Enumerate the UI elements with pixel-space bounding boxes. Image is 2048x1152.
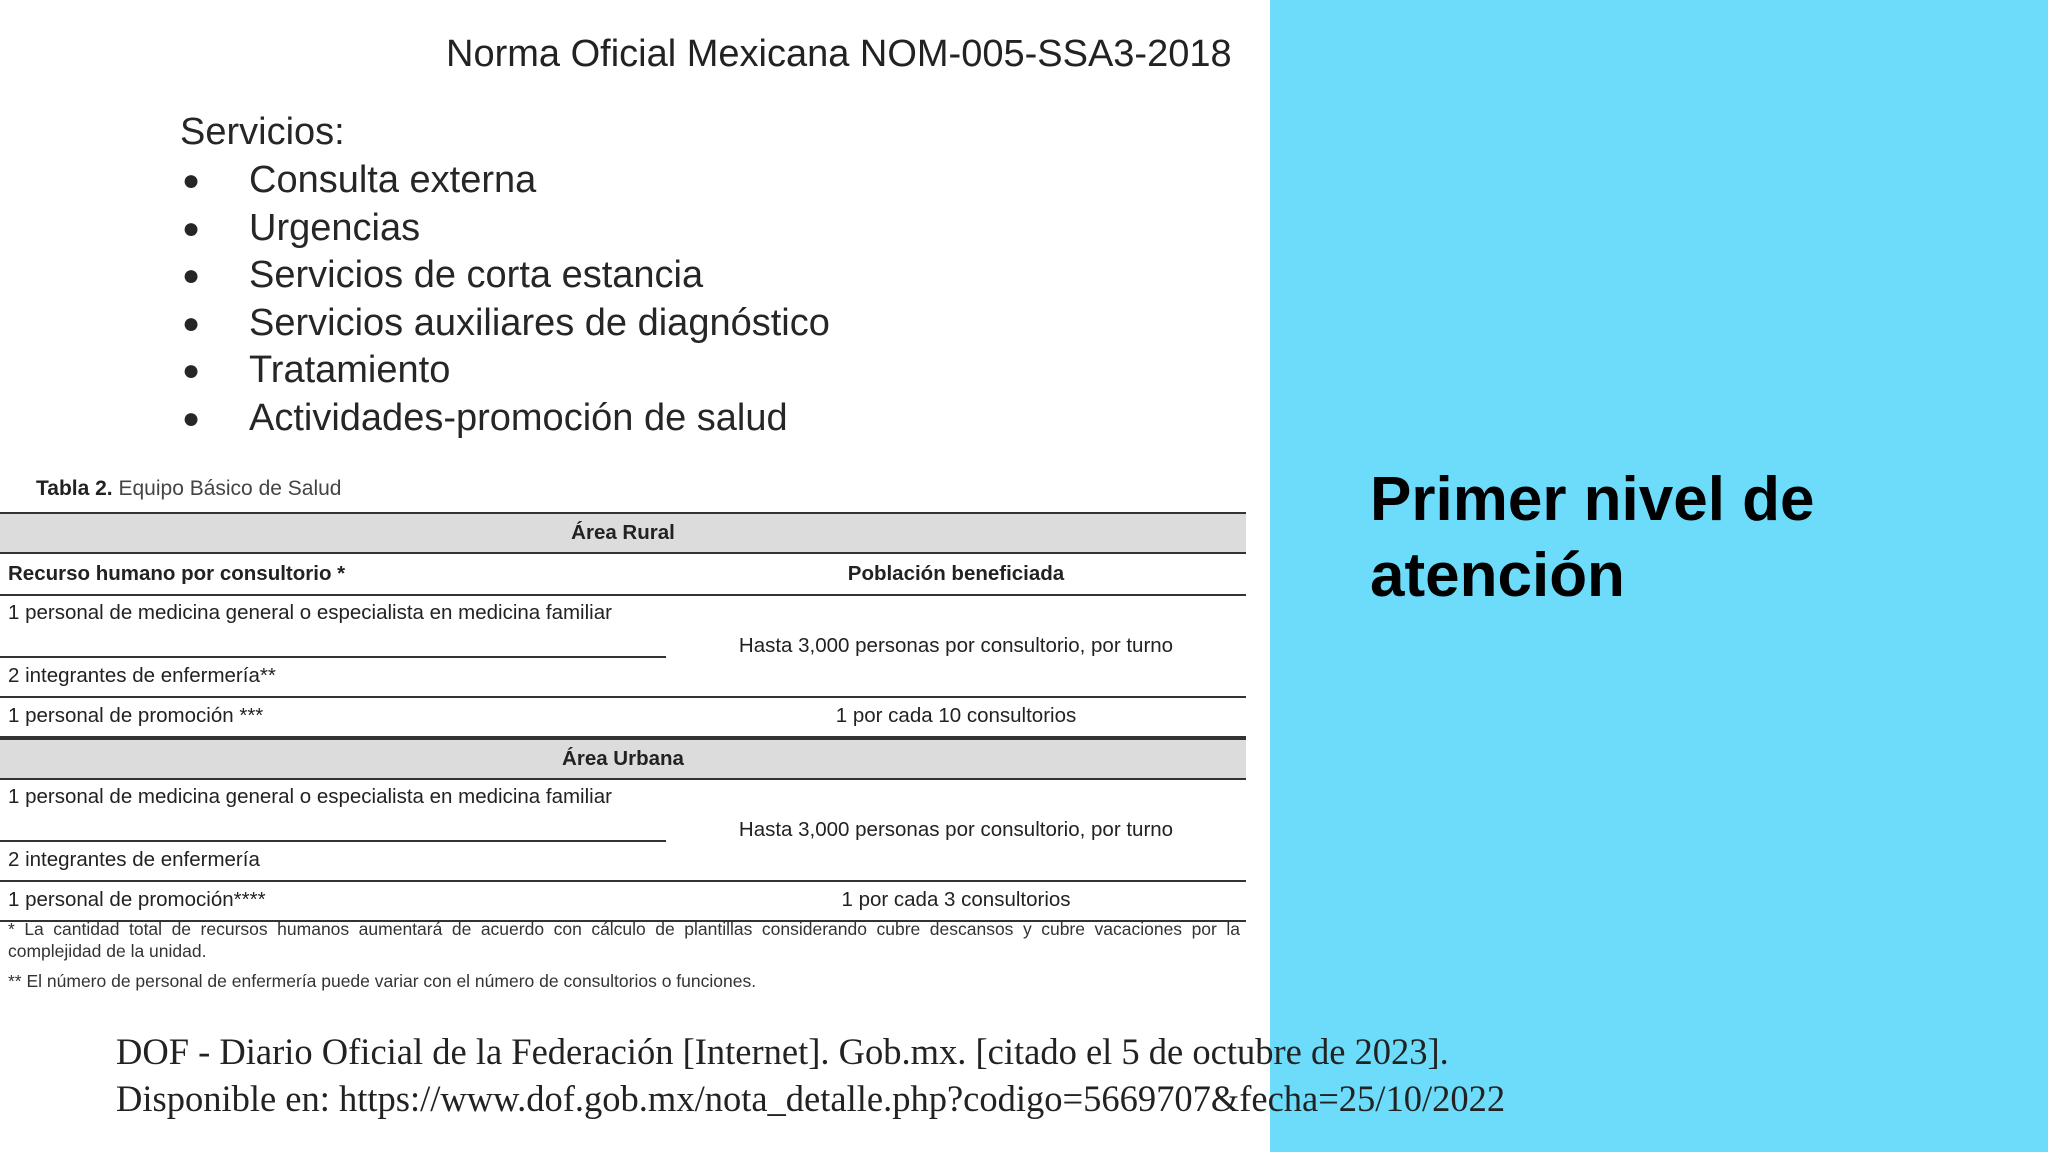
list-item (180, 395, 830, 443)
list-item-label: Urgencias (249, 206, 421, 249)
bullet-icon: ● (182, 354, 201, 388)
table-cell: 1 personal de medicina general o especialista en medicina familiar (8, 785, 612, 808)
column-header-population: Población beneficiada (847, 562, 1065, 585)
citation-line1: DOF - Diario Oficial de la Federación [Internet]. Gob.mx. [citado el 5 de octubre de 2023]. (116, 1031, 1449, 1072)
table-caption-label: Tabla 2. (36, 477, 113, 500)
list-item (180, 252, 830, 300)
table-row (0, 698, 1246, 738)
footnote: * La cantidad total de recursos humanos aumentará de acuerdo con cálculo de plantillas considerando cubre descansos y cubre vacaciones por la complejidad de la unidad. (8, 919, 1240, 961)
rural-area-header: Área Rural (0, 512, 1246, 554)
list-item-label: Servicios de corta estancia (249, 254, 704, 297)
table-cell: 1 personal de medicina general o especialista en medicina familiar (8, 601, 612, 624)
list-item (180, 205, 830, 253)
list-item-label: Actividades-promoción de salud (249, 396, 788, 439)
bullet-icon: ● (182, 306, 201, 340)
services-heading: Servicios: (180, 111, 345, 153)
table-cell: 1 personal de promoción**** (8, 888, 266, 911)
table-column-header (0, 554, 1246, 596)
table-caption-text: Equipo Básico de Salud (118, 477, 342, 500)
list-item (180, 157, 830, 205)
table-footnotes (8, 918, 1240, 992)
table-cell-ratio: 1 por cada 10 consultorios (835, 704, 1077, 727)
side-title-line2: atención (1370, 541, 1625, 610)
row-divider (0, 656, 666, 658)
bullet-icon: ● (182, 401, 201, 435)
bullet-icon: ● (182, 164, 201, 197)
citation-line2: Disponible en: https://www.dof.gob.mx/nota_detalle.php?codigo=5669707&fecha=25/10/2022 (116, 1078, 1506, 1119)
urban-area-header: Área Urbana (0, 738, 1246, 780)
column-header-resource: Recurso humano por consultorio * (8, 562, 346, 585)
footnote: ** El número de personal de enfermería puede variar con el número de consultorios o funciones. (8, 971, 757, 991)
list-item-label: Consulta externa (249, 159, 537, 201)
list-item-label: Tratamiento (249, 349, 451, 392)
page-title: Norma Oficial Mexicana NOM-005-SSA3-2018 (446, 33, 1232, 75)
table-row (0, 882, 1246, 922)
table-row (0, 780, 1246, 882)
table-cell: 2 integrantes de enfermería (8, 848, 260, 871)
table-cell: 1 personal de promoción *** (8, 704, 264, 727)
table-cell-population: Hasta 3,000 personas por consultorio, por turno (738, 818, 1174, 841)
row-divider (0, 840, 666, 842)
citation (116, 1028, 1505, 1122)
side-panel-title (1370, 462, 1970, 614)
bullet-icon: ● (182, 259, 201, 293)
table-cell-ratio: 1 por cada 3 consultorios (841, 888, 1071, 911)
services-list (180, 157, 830, 443)
side-title-line1: Primer nivel de (1370, 465, 1815, 534)
list-item (180, 300, 830, 348)
bullet-icon: ● (182, 211, 201, 245)
list-item (180, 347, 830, 395)
table-caption (36, 474, 341, 504)
list-item-label: Servicios auxiliares de diagnóstico (249, 301, 830, 344)
table-cell-population: Hasta 3,000 personas por consultorio, por turno (738, 634, 1174, 657)
health-team-table (0, 512, 1246, 922)
table-row (0, 596, 1246, 698)
table-cell: 2 integrantes de enfermería** (8, 664, 276, 687)
